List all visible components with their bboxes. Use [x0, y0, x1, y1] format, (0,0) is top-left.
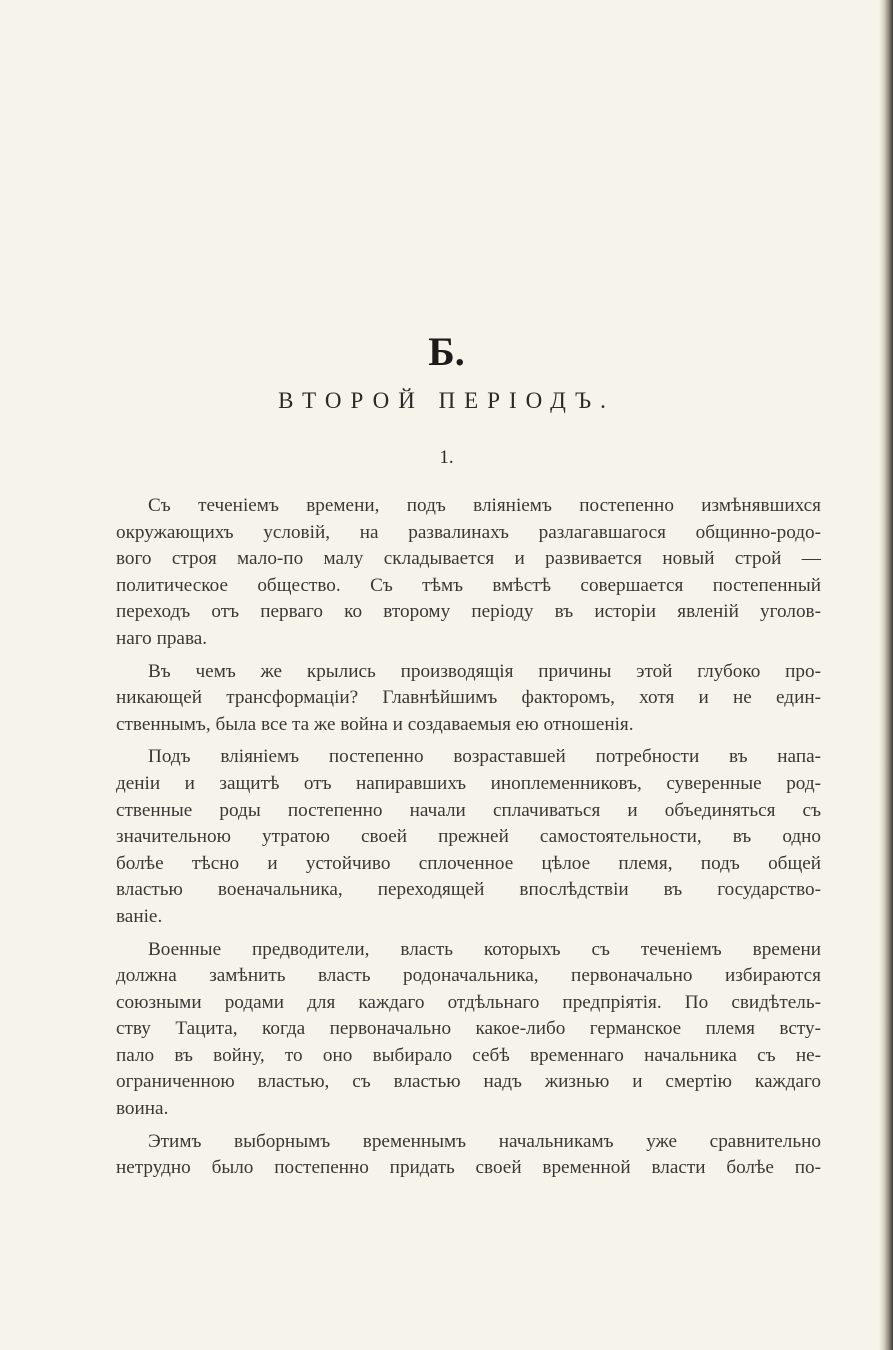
text-line: ственные роды постепенно начали сплачиваться и объединяться съ: [116, 799, 821, 821]
text-line: наго права.: [116, 627, 208, 649]
text-line: нетрудно было постепенно придать своей временной власти болѣе по-: [116, 1157, 821, 1179]
part-letter: Б.: [428, 329, 465, 374]
section-number: 1.: [439, 447, 454, 468]
text-line: союзными родами для каждаго отдѣльнаго предпріятія. По свидѣтель-: [116, 991, 821, 1013]
paragraph-4: [116, 937, 821, 1123]
text-line: переходъ отъ перваго ко второму періоду въ исторіи явленій уголов-: [116, 601, 821, 623]
text-line: ограниченною властью, съ властью надъ жизнью и смертію каждаго: [116, 1071, 821, 1093]
text-line: пало въ войну, то оно выбирало себѣ временнаго начальника съ не-: [116, 1044, 821, 1066]
text-line: ваніе.: [116, 905, 163, 927]
text-line: Въ чемъ же крылись производящія причины этой глубоко про-: [148, 660, 821, 682]
paragraph-5: [116, 1129, 821, 1182]
text-line: Этимъ выборнымъ временнымъ начальникамъ уже сравнительно: [148, 1130, 821, 1152]
text-line: никающей трансформаціи? Главнѣйшимъ факторомъ, хотя и не един-: [116, 687, 821, 709]
text-line: болѣе тѣсно и устойчиво сплоченное цѣлое племя, подъ общей: [116, 852, 821, 874]
text-line: политическое общество. Съ тѣмъ вмѣстѣ совершается постепенный: [116, 574, 821, 596]
text-line: Подъ вліяніемъ постепенно возраставшей потребности въ напа-: [148, 746, 821, 768]
text-line: ственнымъ, была все та же война и создаваемыя ею отношенія.: [116, 713, 634, 735]
paragraph-1: [116, 493, 821, 653]
text-line: ству Тацита, когда первоначально какое-либо германское племя всту-: [116, 1018, 821, 1040]
text-line: властью военачальника, переходящей впослѣдствіи въ государство-: [116, 879, 821, 901]
text-line: Съ теченіемъ времени, подъ вліяніемъ постепенно измѣнявшихся: [148, 495, 821, 516]
text-line: деніи и защитѣ отъ напиравшихъ иноплеменниковъ, суверенные род-: [116, 772, 821, 794]
paragraph-2: [116, 659, 821, 739]
body-text: [116, 493, 821, 1182]
page-edge-shadow: [879, 0, 893, 1350]
text-line: должна замѣнить власть родоначальника, первоначально избираются: [116, 965, 821, 987]
text-line: Военные предводители, власть которыхъ съ теченіемъ времени: [148, 938, 821, 960]
text-line: воина.: [116, 1098, 169, 1120]
text-line: окружающихъ условій, на развалинахъ разлагавшагося общинно-родо-: [116, 521, 821, 543]
period-title: ВТОРОЙ ПЕРІОДЪ.: [278, 388, 615, 413]
text-line: вого строя мало-по малу складывается и развивается новый строй —: [116, 548, 821, 570]
text-line: значительною утратою своей прежней самостоятельности, въ одно: [116, 826, 821, 848]
paragraph-3: [116, 744, 821, 930]
